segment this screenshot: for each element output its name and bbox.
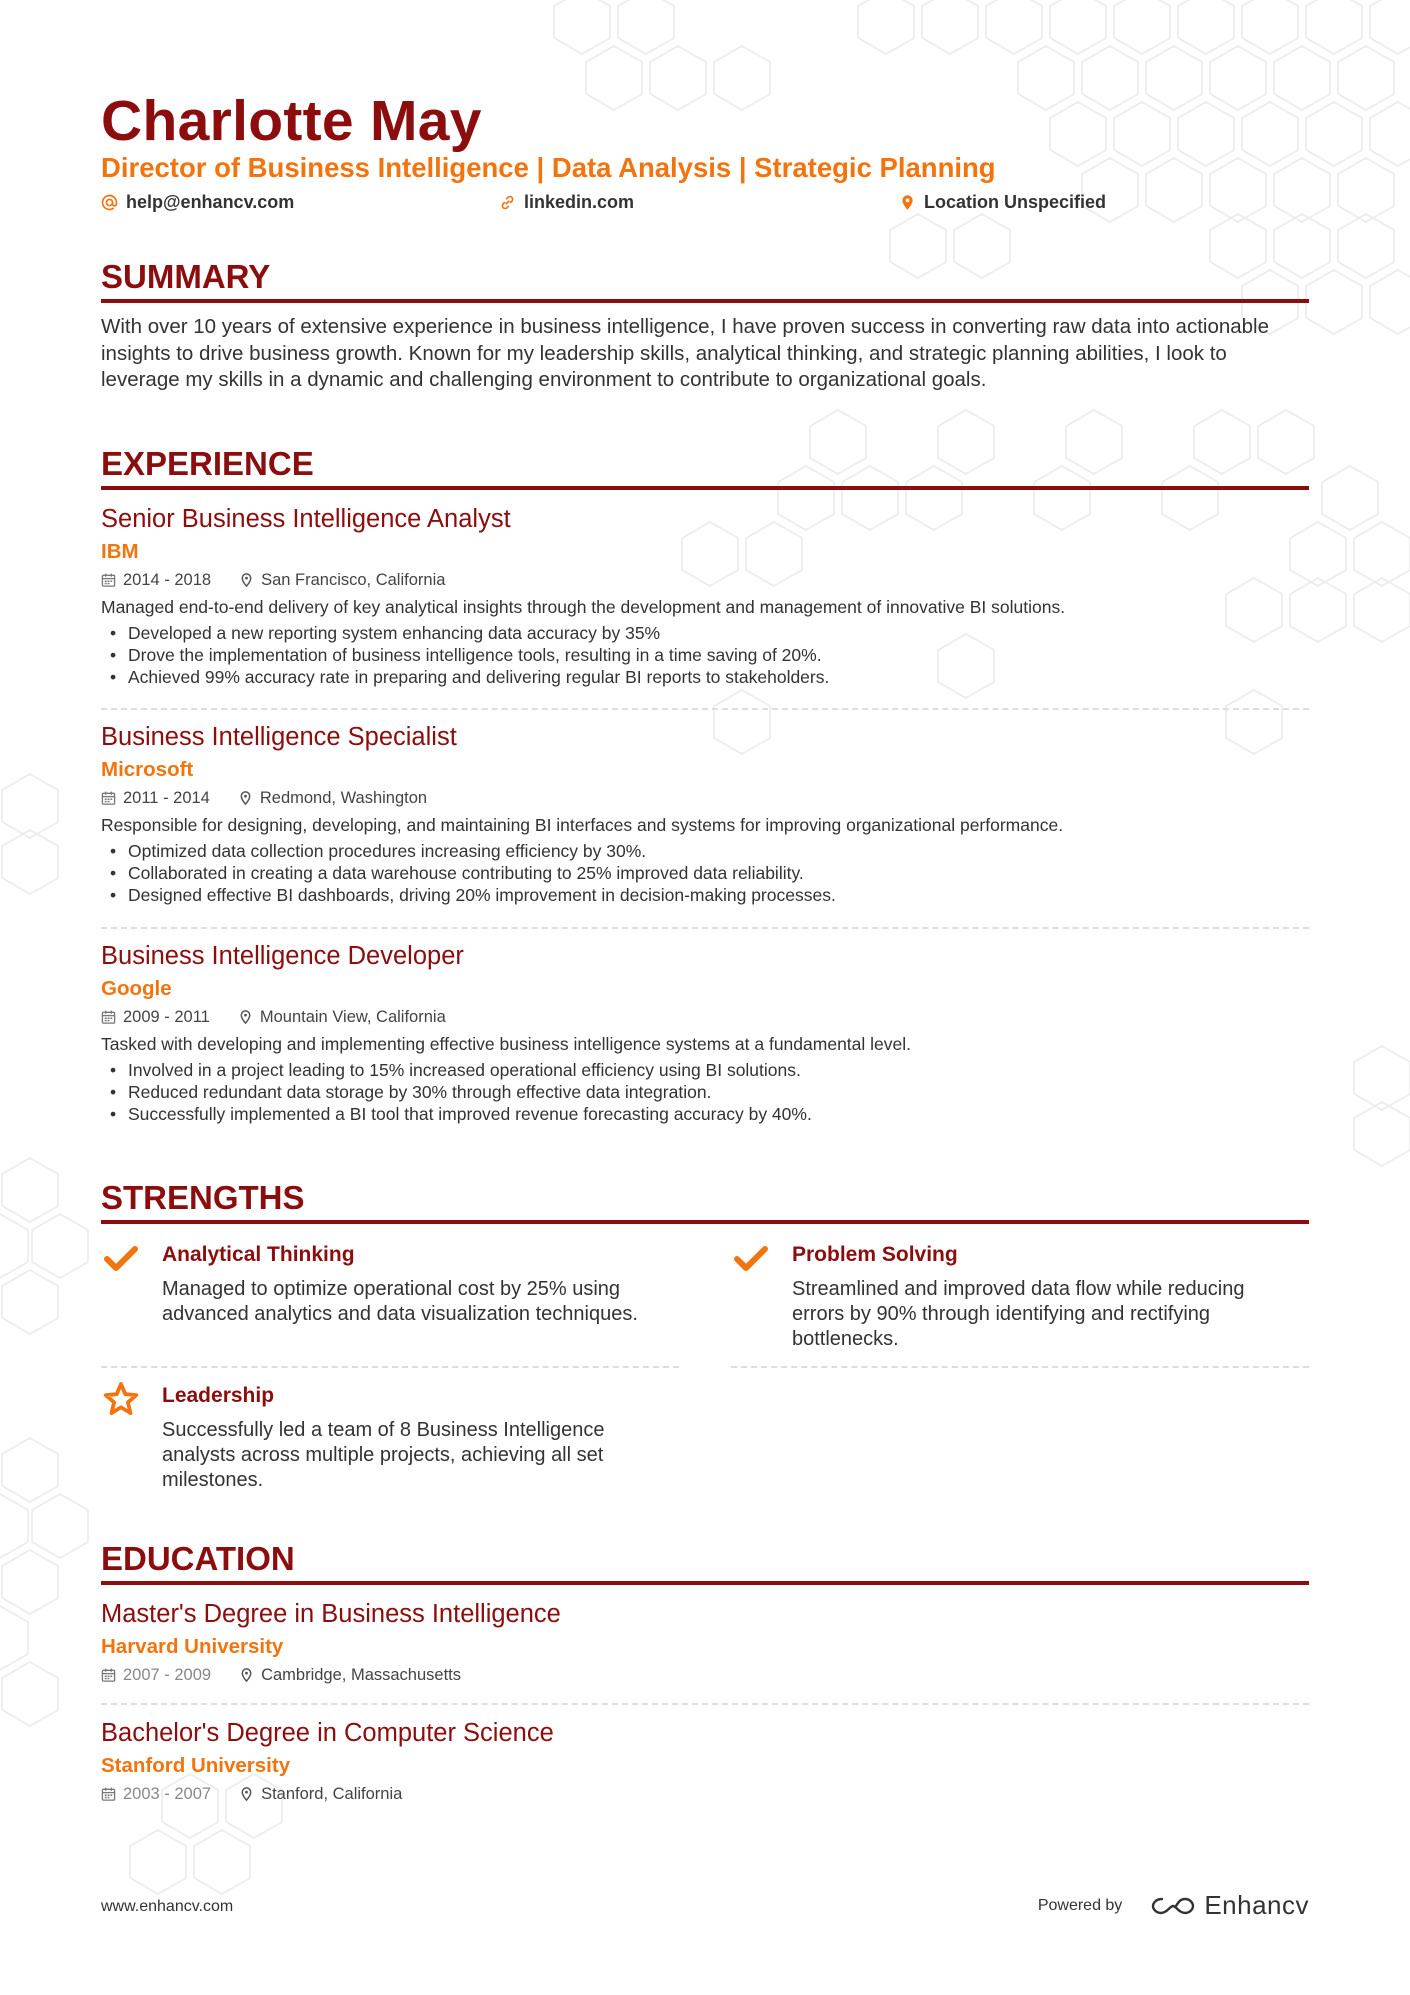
candidate-headline: Director of Business Intelligence | Data Analysis | Strategic Planning	[101, 152, 996, 183]
job-dates: 2014 - 2018	[123, 571, 212, 589]
education-heading: EDUCATION	[101, 1540, 295, 1577]
summary-heading: SUMMARY	[101, 258, 271, 295]
calendar-icon	[101, 1786, 116, 1802]
location-text: Location Unspecified	[924, 192, 1107, 212]
contact-bar	[101, 192, 1309, 220]
experience-heading: EXPERIENCE	[101, 445, 314, 482]
achievement-item: • Successfully implemented a BI tool that improved revenue forecasting accuracy by 40%.	[101, 1103, 1309, 1125]
job-description: Managed end-to-end delivery of key analytical insights through the development and management of innovative BI solutions.	[101, 597, 1066, 617]
education-entry	[101, 1598, 1309, 1687]
education-meta	[101, 1782, 1309, 1806]
footer-branding	[1038, 1890, 1309, 1921]
footer-website[interactable]: www.enhancv.com	[101, 1898, 234, 1915]
strength-title: Problem Solving	[792, 1243, 958, 1266]
location-pin-icon	[239, 1667, 254, 1683]
entry-divider	[101, 708, 1309, 710]
experience-entry	[101, 721, 1309, 906]
job-location: Mountain View, California	[259, 1008, 446, 1026]
achievement-item: • Achieved 99% accuracy rate in preparing and delivering regular BI reports to stakeholders.	[101, 666, 1309, 688]
location-pin-icon	[239, 572, 254, 588]
contact-linkedin[interactable]	[499, 192, 634, 213]
entry-divider	[101, 1703, 1309, 1705]
star-icon	[103, 1381, 139, 1417]
brand-name: Enhancv	[1204, 1890, 1309, 1920]
degree-title: Master's Degree in Business Intelligence	[101, 1600, 561, 1628]
strength-divider	[731, 1366, 1309, 1368]
strength-description: Successfully led a team of 8 Business Intelligence analysts across multiple projects, achieving all set milestones.	[162, 1419, 605, 1491]
job-title: Business Intelligence Specialist	[101, 723, 457, 751]
job-location: San Francisco, California	[261, 571, 446, 589]
resume-page	[101, 0, 1309, 1995]
job-achievements	[101, 622, 1309, 688]
contact-email[interactable]	[101, 192, 294, 213]
strengths-divider	[101, 1220, 1309, 1224]
education-location: Cambridge, Massachusetts	[261, 1666, 461, 1684]
infinity-logo-icon	[1150, 1894, 1196, 1918]
education-meta	[101, 1663, 1309, 1687]
education-dates: 2003 - 2007	[123, 1785, 212, 1803]
entry-divider	[101, 927, 1309, 929]
achievement-item: • Designed effective BI dashboards, driving 20% improvement in decision-making processes.	[101, 884, 1309, 906]
job-achievements	[101, 840, 1309, 906]
strengths-heading: STRENGTHS	[101, 1179, 305, 1216]
candidate-name: Charlotte May	[101, 89, 482, 153]
education-location: Stanford, California	[261, 1785, 403, 1803]
education-divider	[101, 1581, 1309, 1585]
contact-location	[899, 192, 1106, 213]
achievement-item: • Reduced redundant data storage by 30% through effective data integration.	[101, 1081, 1309, 1103]
powered-by-text: Powered by	[1037, 1896, 1123, 1914]
job-dates: 2011 - 2014	[123, 789, 210, 807]
job-title: Senior Business Intelligence Analyst	[101, 505, 511, 533]
job-meta	[101, 786, 1309, 810]
strength-description: Managed to optimize operational cost by 25% using advanced analytics and data visualization techniques.	[162, 1278, 638, 1325]
job-location: Redmond, Washington	[259, 789, 428, 807]
achievement-item: • Collaborated in creating a data warehouse contributing to 25% improved data reliability.	[101, 862, 1309, 884]
location-pin-icon	[239, 1786, 254, 1802]
school-name: Stanford University	[101, 1754, 291, 1777]
calendar-icon	[101, 572, 116, 588]
location-pin-icon	[238, 1009, 253, 1025]
link-icon	[499, 194, 516, 211]
job-achievements	[101, 1059, 1309, 1125]
location-pin-icon	[238, 790, 253, 806]
linkedin-text: linkedin.com	[524, 192, 635, 212]
achievement-item: • Involved in a project leading to 15% increased operational efficiency using BI solutions.	[101, 1059, 1309, 1081]
calendar-icon	[101, 1667, 116, 1683]
job-description: Tasked with developing and implementing effective business intelligence systems at a fundamental level.	[101, 1034, 911, 1054]
achievement-item: • Developed a new reporting system enhancing data accuracy by 35%	[101, 622, 1309, 644]
summary-divider	[101, 299, 1309, 303]
check-icon	[103, 1240, 139, 1276]
check-icon	[733, 1240, 769, 1276]
company-name: Google	[101, 977, 172, 1000]
company-name: IBM	[101, 540, 139, 563]
at-icon	[101, 194, 118, 211]
strength-title: Leadership	[162, 1384, 275, 1407]
calendar-icon	[101, 790, 116, 806]
degree-title: Bachelor's Degree in Computer Science	[101, 1719, 554, 1747]
experience-divider	[101, 486, 1309, 490]
school-name: Harvard University	[101, 1635, 284, 1658]
job-dates: 2009 - 2011	[123, 1008, 210, 1026]
calendar-icon	[101, 1009, 116, 1025]
experience-entry	[101, 940, 1309, 1125]
email-text: help@enhancv.com	[126, 192, 295, 212]
job-description: Responsible for designing, developing, and maintaining BI interfaces and systems for improving organizational performance.	[101, 815, 1064, 835]
job-meta	[101, 1005, 1309, 1029]
strength-title: Analytical Thinking	[162, 1243, 355, 1266]
experience-entry	[101, 503, 1309, 688]
education-dates: 2007 - 2009	[123, 1666, 212, 1684]
achievement-item: • Drove the implementation of business intelligence tools, resulting in a time saving of 20%.	[101, 644, 1309, 666]
location-pin-icon	[899, 194, 916, 211]
brand-logo[interactable]	[1150, 1890, 1309, 1921]
strength-divider	[101, 1366, 679, 1368]
achievement-item: • Optimized data collection procedures increasing efficiency by 30%.	[101, 840, 1309, 862]
summary-text: With over 10 years of extensive experience in business intelligence, I have proven success in converting raw data into actionable insights to drive business growth. Known for my leadership skills, analytical thinking, and strategic planning abilities, I look to leverage my skills in a dynamic and challenging environment to contribute to organizational goals.	[101, 315, 1270, 391]
job-meta	[101, 568, 1309, 592]
strength-description: Streamlined and improved data flow while reducing errors by 90% through identifying and rectifying bottlenecks.	[792, 1278, 1245, 1350]
job-title: Business Intelligence Developer	[101, 942, 464, 970]
company-name: Microsoft	[101, 758, 194, 781]
education-entry	[101, 1717, 1309, 1806]
